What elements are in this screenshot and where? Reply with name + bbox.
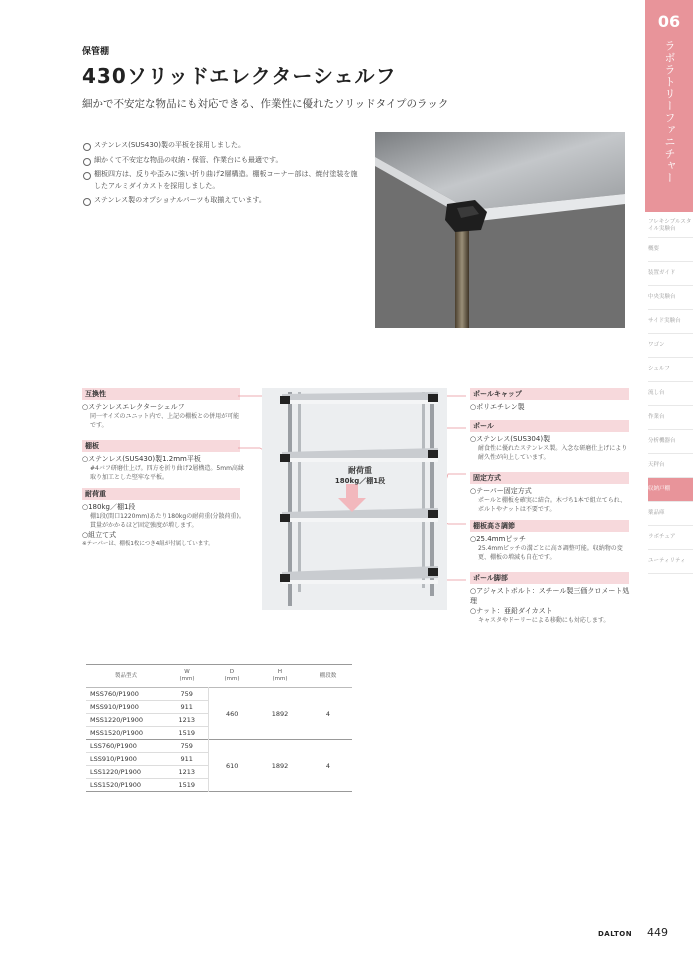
cell-model: LSS760/P1900 bbox=[90, 742, 137, 750]
sidebar-item-workbench[interactable]: 作業台 bbox=[648, 406, 693, 430]
cell-model: MSS910/P1900 bbox=[90, 703, 139, 711]
cell-w: 911 bbox=[180, 703, 193, 711]
spec-table bbox=[86, 664, 352, 792]
sidebar-item-shelf[interactable]: シェルフ bbox=[648, 358, 693, 382]
chapter-number: 06 bbox=[657, 12, 681, 31]
feature-item: 棚板四方は、反りや歪みに強い折り曲げ2層構造。棚板コーナー部は、焼付塗装を施したアルミダイカストを採用しました。 bbox=[82, 169, 362, 192]
chapter-title: ラボラトリーファニチャー bbox=[663, 40, 676, 184]
spec-heading-shelf: 棚板 bbox=[82, 440, 240, 452]
cell-w: 1519 bbox=[178, 729, 196, 737]
spec-title: ○ステンレス(SUS430)製1.2mm平板 bbox=[82, 455, 201, 463]
sidebar-nav bbox=[645, 214, 693, 574]
col-header-d-label: D bbox=[229, 669, 235, 675]
spec-heading-height-adjust: 棚板高さ調節 bbox=[470, 520, 629, 532]
cell-h: 1892 bbox=[271, 761, 289, 770]
sidebar-item-analysis-table[interactable]: 分析機器台 bbox=[648, 430, 693, 454]
spec-description: ポールと棚板を確実に結合。木づち1本で組立てられ、ボルトやナットは不要です。 bbox=[478, 497, 627, 513]
page-subtitle: 細かで不安定な物品にも対応できる、作業性に優れたソリッドタイプのラック bbox=[82, 98, 449, 110]
feature-item: ステンレス(SUS430)製の平板を採用しました。 bbox=[82, 140, 362, 152]
brand-logo: DALTON bbox=[598, 930, 633, 938]
spec-title: ○ステンレスエレクターシェルフ bbox=[82, 403, 185, 411]
table-row bbox=[86, 740, 352, 753]
table-row bbox=[86, 688, 352, 701]
spec-heading-fixing: 固定方式 bbox=[470, 472, 629, 484]
sidebar-item-flexible[interactable]: フレキシブルスタイル実験台 bbox=[648, 214, 693, 238]
col-header-shelves: 棚段数 bbox=[319, 672, 337, 679]
spec-note: ※テーパーは、棚板1枚につき4組が付属しています。 bbox=[82, 541, 214, 547]
spec-title-2: ○ナット：亜鉛ダイカスト bbox=[470, 607, 553, 615]
feature-item: ステンレス製のオプショナルパーツも取揃えています。 bbox=[82, 195, 362, 207]
col-header-model: 製品型式 bbox=[114, 672, 137, 679]
col-header-h-label: H bbox=[277, 669, 283, 675]
sidebar-item-wagon[interactable]: ワゴン bbox=[648, 334, 693, 358]
cell-model: MSS1220/P1900 bbox=[90, 716, 144, 724]
sidebar-item-lab-chair[interactable]: ラボチェア bbox=[648, 526, 693, 550]
cell-model: LSS910/P1900 bbox=[90, 755, 137, 763]
col-header-h-unit: (mm) bbox=[272, 676, 288, 682]
sidebar-item-overview[interactable]: 概要 bbox=[648, 238, 693, 262]
chapter-sidebar bbox=[645, 0, 693, 960]
cell-model: MSS760/P1900 bbox=[90, 690, 139, 698]
col-header-d-unit: (mm) bbox=[224, 676, 240, 682]
cell-model: LSS1220/P1900 bbox=[90, 768, 142, 776]
cell-w: 911 bbox=[180, 755, 193, 763]
spec-title: ○ポリエチレン製 bbox=[470, 403, 525, 411]
cell-w: 759 bbox=[180, 690, 193, 698]
spec-description: 25.4mmピッチの溝ごとに高さ調整可能。収納物の変更、棚板の増減も自在です。 bbox=[478, 545, 623, 561]
cell-shelves: 4 bbox=[325, 709, 331, 718]
load-callout-title: 耐荷重 bbox=[348, 466, 372, 475]
spec-heading-pole-cap: ポールキャップ bbox=[470, 388, 629, 400]
spec-title-2: ○組立て式 bbox=[82, 531, 117, 539]
cell-shelves: 4 bbox=[325, 761, 331, 770]
sidebar-item-sink[interactable]: 流し台 bbox=[648, 382, 693, 406]
spec-heading-pole-foot: ポール脚部 bbox=[470, 572, 629, 584]
cell-d: 460 bbox=[208, 688, 256, 740]
col-header-w-label: W bbox=[184, 669, 190, 675]
shelf-corner-photo bbox=[375, 132, 625, 328]
cell-w: 1213 bbox=[178, 716, 196, 724]
col-header-d bbox=[208, 665, 256, 688]
spec-description: 耐食性に優れたステンレス製。入念な研磨仕上げにより耐久性が向上しています。 bbox=[478, 445, 628, 461]
sidebar-item-balance-table[interactable]: 天秤台 bbox=[648, 454, 693, 478]
spec-title: ○アジャストボルト：スチール製三価クロメート処理 bbox=[470, 587, 630, 605]
spec-description: キャスタやドーリーによる移動にも対応します。 bbox=[478, 617, 610, 624]
sidebar-item-side-bench[interactable]: サイド実験台 bbox=[648, 310, 693, 334]
chapter-tab bbox=[645, 0, 693, 212]
page-number: 449 bbox=[647, 926, 668, 939]
cell-w: 1519 bbox=[178, 781, 196, 789]
col-header-w-unit: (mm) bbox=[179, 676, 195, 682]
page-title: 430ソリッドエレクターシェルフ bbox=[82, 64, 397, 88]
load-callout-value: 180kg／棚1段 bbox=[334, 477, 386, 485]
spec-heading-pole: ポール bbox=[470, 420, 629, 432]
col-header-w bbox=[166, 665, 208, 688]
spec-description: 棚1段(間口1220mm)あたり180kgの耐荷重(分散荷重)。貫量がかかるほど固定強度が増します。 bbox=[90, 513, 245, 529]
cell-w: 1213 bbox=[178, 768, 196, 776]
sidebar-item-utility[interactable]: ユーティリティ bbox=[648, 550, 693, 574]
sidebar-item-storage-cabinet[interactable]: 収納戸棚 bbox=[648, 478, 693, 502]
spec-title: ○ステンレス(SUS304)製 bbox=[470, 435, 551, 443]
load-callout bbox=[320, 466, 400, 486]
spec-heading-load: 耐荷重 bbox=[82, 488, 240, 500]
spec-heading-compatibility: 互換性 bbox=[82, 388, 240, 400]
spec-title: ○180kg／棚1段 bbox=[82, 503, 136, 511]
spec-title: ○テーパー固定方式 bbox=[470, 487, 532, 495]
sidebar-item-center-bench[interactable]: 中央実験台 bbox=[648, 286, 693, 310]
table-header-row bbox=[86, 665, 352, 688]
cell-d: 610 bbox=[208, 740, 256, 792]
feature-item: 細かくて不安定な物品の収納・保管、作業台にも最適です。 bbox=[82, 155, 362, 167]
sidebar-item-equipment-guide[interactable]: 装置ガイド bbox=[648, 262, 693, 286]
cell-model: MSS1520/P1900 bbox=[90, 729, 144, 737]
feature-list bbox=[82, 140, 362, 210]
cell-w: 759 bbox=[180, 742, 193, 750]
category-label: 保管棚 bbox=[82, 47, 110, 57]
cell-h: 1892 bbox=[271, 709, 289, 718]
col-header-h bbox=[256, 665, 304, 688]
spec-description: 同一サイズのユニット内で、上記の棚板との併用が可能です。 bbox=[90, 413, 240, 429]
cell-model: LSS1520/P1900 bbox=[90, 781, 142, 789]
spec-description: #4バフ研磨仕上げ。四方を折り曲げ2層構造。5mm高縁取り加工とした堅牢な平板。 bbox=[90, 465, 244, 481]
spec-title: ○25.4mmピッチ bbox=[470, 535, 527, 543]
shelf-unit-image bbox=[262, 388, 447, 610]
sidebar-item-chemical-storage[interactable]: 薬品庫 bbox=[648, 502, 693, 526]
